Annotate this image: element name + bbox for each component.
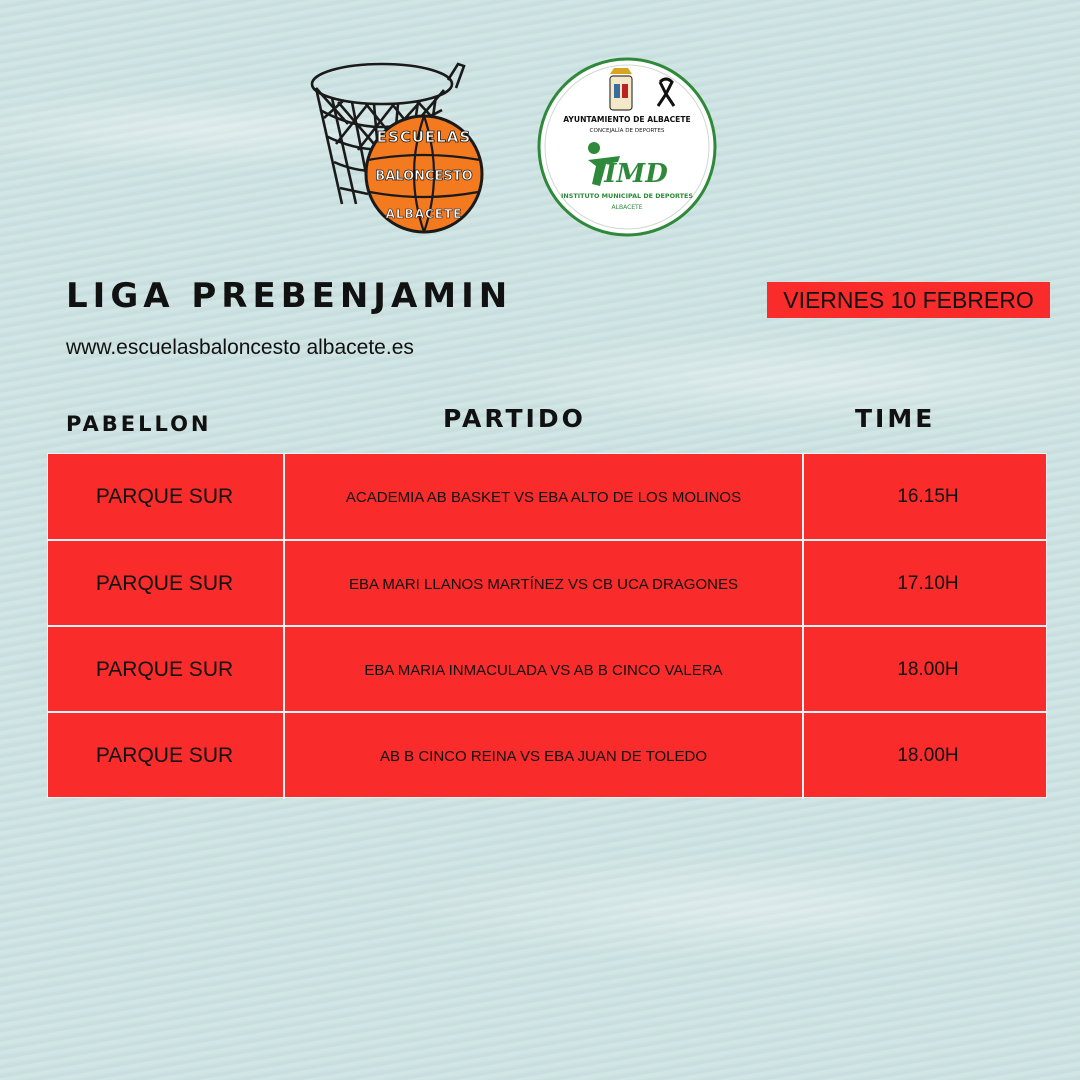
venue-cell: PARQUE SUR: [95, 572, 234, 595]
schedule-table: [47, 453, 1047, 798]
table-row: [48, 625, 1046, 713]
logo-eba-top-text: ESCUELAS: [376, 128, 472, 146]
match-cell: AB B CINCO REINA VS EBA JUAN DE TOLEDO: [283, 713, 804, 799]
imd-mark: IMD: [604, 159, 668, 189]
imd-line1: AYUNTAMIENTO DE ALBACETE: [563, 115, 691, 124]
imd-line3: INSTITUTO MUNICIPAL DE DEPORTES: [561, 192, 693, 200]
table-row: [48, 454, 1046, 540]
match-cell: EBA MARIA INMACULADA VS AB B CINCO VALERA: [283, 627, 804, 713]
time-cell: 18.00H: [897, 745, 959, 766]
venue-cell: PARQUE SUR: [95, 485, 234, 508]
imd-albacete-logo: [536, 56, 718, 238]
match-cell: ACADEMIA AB BASKET VS EBA ALTO DE LOS MOLINOS: [283, 454, 804, 540]
time-cell: 17.10H: [897, 573, 959, 594]
venue-cell: PARQUE SUR: [95, 744, 234, 767]
column-header-time: TIME: [855, 404, 936, 433]
date-badge: VIERNES 10 FEBRERO: [767, 282, 1050, 318]
time-cell: 18.00H: [897, 659, 959, 680]
imd-line2: CONCEJALÍA DE DEPORTES: [589, 128, 665, 134]
logo-eba-middle-text: BALONCESTO: [375, 169, 473, 184]
venue-cell: PARQUE SUR: [95, 658, 234, 681]
match-cell: EBA MARI LLANOS MARTÍNEZ VS CB UCA DRAGONES: [283, 541, 804, 627]
table-row: [48, 539, 1046, 627]
column-header-venue: PABELLON: [66, 412, 212, 436]
website-url[interactable]: www.escuelasbaloncesto albacete.es: [66, 336, 414, 359]
page-title: LIGA PREBENJAMIN: [66, 276, 513, 316]
time-cell: 16.15H: [897, 486, 959, 507]
escuelas-baloncesto-logo: [308, 54, 498, 240]
logo-eba-bottom-text: ALBACETE: [385, 207, 463, 221]
table-row: [48, 711, 1046, 799]
imd-line4: ALBACETE: [611, 204, 643, 211]
column-header-match: PARTIDO: [443, 404, 586, 433]
